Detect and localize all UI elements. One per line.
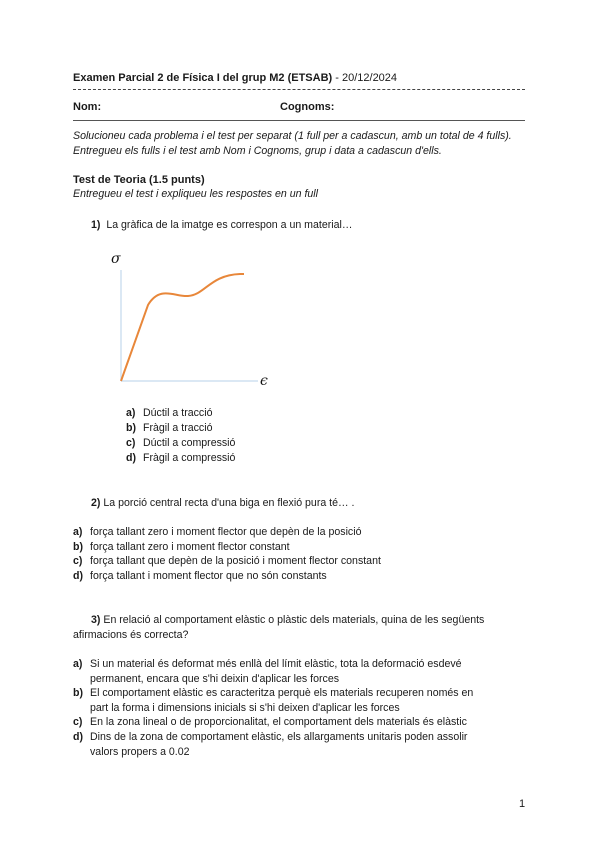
option-letter: a) xyxy=(126,407,136,419)
name-label: Nom: xyxy=(73,101,102,113)
q2-option-d xyxy=(73,569,327,584)
option-text: Fràgil a tracció xyxy=(143,422,213,434)
option-text: força tallant zero i moment flector que depèn de la posició xyxy=(90,526,362,538)
option-text-line2: part la forma i dimensions inicials si s'hi deixen d'aplicar les forces xyxy=(90,701,400,714)
q2-option-b xyxy=(73,540,290,555)
question-1-number: 1) xyxy=(91,219,101,231)
option-text: força tallant que depèn de la posició i moment flector constant xyxy=(90,555,381,567)
graph-x-label: ϵ xyxy=(260,373,268,389)
section-title: Test de Teoria (1.5 punts) xyxy=(73,174,205,186)
page-number: 1 xyxy=(519,798,526,810)
instructions: Solucioneu cada problema i el test per separat (1 full per a cadascun, amb un total de 4 fulls). Entregueu els fulls i el test amb Nom i Cognoms, grup i data a cadascun d'ells. xyxy=(73,130,512,157)
option-letter: d) xyxy=(126,452,136,464)
section-subtitle: Entregueu el test i expliqueu les respostes en un full xyxy=(73,188,318,200)
graph-curve xyxy=(121,274,244,381)
option-text: Dúctil a tracció xyxy=(143,407,213,419)
separator-top xyxy=(73,89,525,90)
stress-strain-graph xyxy=(100,245,290,395)
option-letter: b) xyxy=(73,687,83,699)
q3-option-a xyxy=(73,657,528,687)
question-1-text: La gràfica de la imatge es correspon a un material… xyxy=(106,219,353,231)
option-text: Dúctil a compressió xyxy=(143,437,236,449)
option-letter: b) xyxy=(73,541,83,553)
q1-option-d xyxy=(126,451,235,466)
exam-title-main: Examen Parcial 2 de Física I del grup M2 (ETSAB) xyxy=(73,72,333,84)
option-text-line1: El comportament elàstic es caracteritza perquè els materials recuperen només en xyxy=(90,687,474,699)
option-letter: d) xyxy=(73,570,83,582)
option-text-line1: En la zona lineal o de proporcionalitat, el comportament dels materials és elàstic xyxy=(90,716,467,728)
question-2-text: La porció central recta d'una biga en flexió pura té… . xyxy=(103,497,355,509)
option-letter: b) xyxy=(126,422,136,434)
question-3 xyxy=(91,613,484,628)
option-text: força tallant zero i moment flector constant xyxy=(90,541,290,553)
question-2-number: 2) xyxy=(91,497,101,509)
option-text-line1: Dins de la zona de comportament elàstic, els allargaments unitaris poden assolir xyxy=(90,731,468,743)
q2-option-a xyxy=(73,525,361,540)
q3-option-d xyxy=(73,730,528,760)
question-2 xyxy=(91,496,355,511)
option-text-line2: valors propers a 0.02 xyxy=(90,745,190,758)
option-text: Fràgil a compressió xyxy=(143,452,236,464)
q1-option-c xyxy=(126,436,235,451)
graph-y-label: σ xyxy=(111,251,121,267)
exam-date: - 20/12/2024 xyxy=(335,72,398,84)
option-letter: d) xyxy=(73,731,83,743)
q1-option-b xyxy=(126,421,212,436)
option-letter: c) xyxy=(73,555,83,567)
surname-label: Cognoms: xyxy=(280,101,335,113)
q1-option-a xyxy=(126,406,212,421)
option-text-line2: permanent, encara que s'hi deixin d'aplicar les forces xyxy=(90,672,340,685)
question-3-text-line2: afirmacions és correcta? xyxy=(73,629,189,641)
q2-option-c xyxy=(73,554,381,569)
option-letter: a) xyxy=(73,658,83,670)
option-letter: c) xyxy=(126,437,136,449)
q3-option-b xyxy=(73,686,528,716)
separator-bottom xyxy=(73,120,525,121)
option-text: força tallant i moment flector que no són constants xyxy=(90,570,327,582)
question-3-number: 3) xyxy=(91,614,101,626)
exam-title xyxy=(73,72,397,84)
option-letter: a) xyxy=(73,526,83,538)
option-letter: c) xyxy=(73,716,83,728)
option-text-line1: Si un material és deformat més enllà del límit elàstic, tota la deformació esdevé xyxy=(90,658,462,670)
q3-option-c xyxy=(73,715,528,730)
question-1 xyxy=(91,218,352,233)
question-3-text-line1: En relació al comportament elàstic o plàstic dels materials, quina de les següents xyxy=(103,614,485,626)
